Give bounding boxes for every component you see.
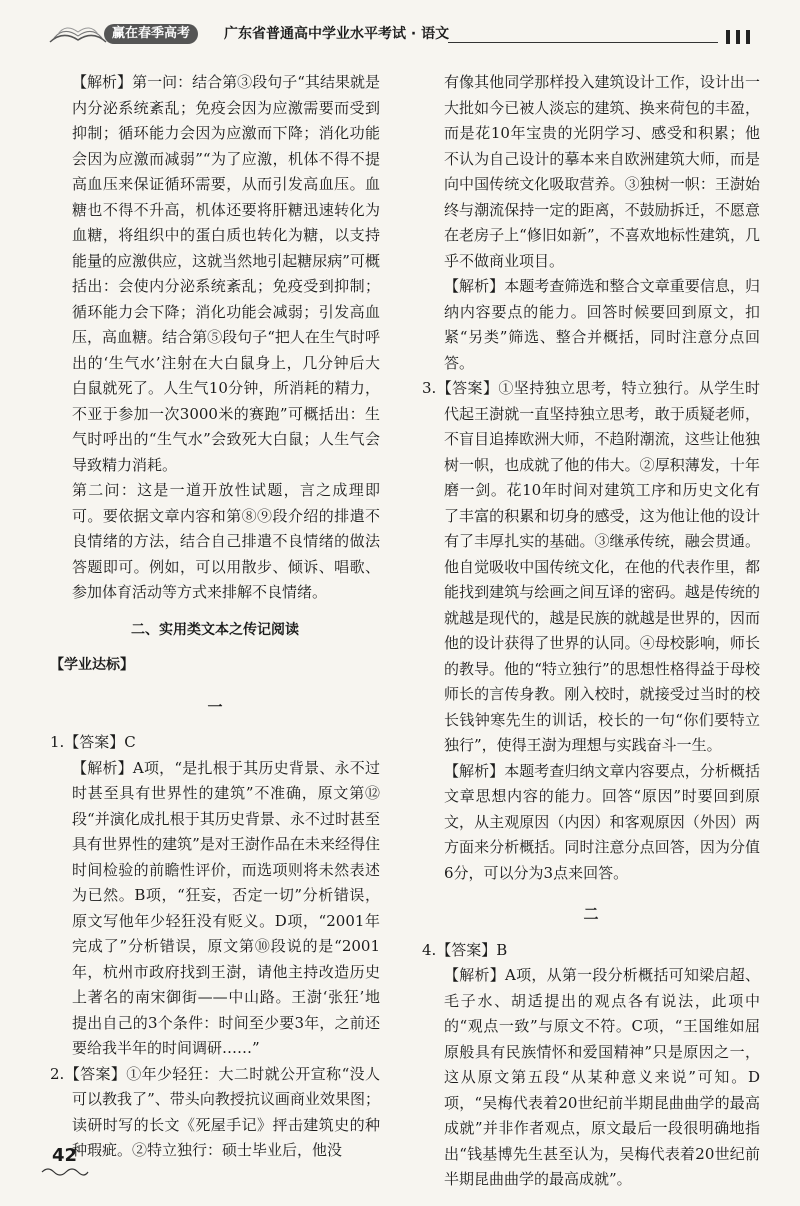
q3-analysis: 【解析】本题考查归纳文章内容要点，分析概括文章思想内容的能力。回答“原因”时要回到原文，从主观原因（内因）和客观原因（外因）两方面来分析概括。同时注意分点回答，因为分值6分，可以分为3点来回答。 bbox=[444, 761, 760, 882]
brand-label: 赢在春季高考 bbox=[104, 24, 198, 44]
page-number: 42 bbox=[52, 1145, 78, 1166]
q4-analysis: 【解析】A项，从第一段分析概括可知梁启超、毛子水、胡适提出的观点各有说法，此项中的“观点一致”与原文不符。C项，“王国维如屈原般具有民族情怀和爱国精神”只是原因之一，这从原文第五段“从某种意义来说”可知。D项，“吴梅代表着20世纪前半期昆曲曲学的最高成就”并非作者观点，原文最后一段很明确地指出“钱基博先生甚至认为，吴梅代表着20世纪前半期昆曲曲学的最高成就”。 bbox=[444, 966, 760, 1188]
right-column bbox=[422, 70, 760, 1193]
section-title: 二、实用类文本之传记阅读 bbox=[131, 621, 299, 638]
header-decoration-icon bbox=[724, 28, 754, 46]
header-rule bbox=[448, 42, 718, 43]
analysis-paragraph: 【解析】第一问：结合第③段句子“其结果就是内分泌系统紊乱；免疫会因为应激需要而受到抑制；循环能力会因为应激而下降；消化功能会因为应激而减弱”“为了应激，机体不得不提高血压来保证循环需要，从而引发高血压。血糖也不得不升高，机体还要将肝糖迅速转化为血糖，将组织中的蛋白质也转化为糖，以支持能量的应激供应，这就当然地引起糖尿病”可概括出：会使内分泌系统紊乱；免疫受到抑制；循环能力会下降；消化功能会减弱；引发高血压，高血糖。结合第⑤段句子“把人在生气时呼出的‘生气水’注射在大白鼠身上，几分钟后大白鼠就死了。人生气10分钟，所消耗的精力，不亚于参加一次3000米的赛跑”可概括出：生气时呼出的“生气水”会致死大白鼠；人生气会导致精力消耗。 bbox=[72, 73, 380, 474]
group-heading-2: 二 bbox=[583, 905, 599, 923]
q3-answer: 3.【答案】①坚持独立思考，特立独行。从学生时代起王澍就一直坚持独立思考，敢于质疑老师，不盲目追捧欧洲大师，不趋附潮流，这些让他独树一帜，也成就了他的伟大。②厚积薄发，十年磨一剑。花10年时间对建筑工序和历史文化有了丰富的积累和切身的感受，这为他让他的设计有了丰厚扎实的基础。③继承传统，融会贯通。他自觉吸收中国传统文化，在他的代表作里，都能找到建筑与绘画之间互译的密码。越是传统的就越是现代的，越是民族的就越是世界的，因而他的设计获得了世界的认同。④母校影响，师长的教导。他的“特立独行”的思想性格得益于母校师长的言传身教。刚入校时，就接受过当时的校长钱钟寒先生的训话，校长的一句“你们要特立独行”，使得王澍为理想与实践奋斗一生。 bbox=[422, 379, 760, 754]
group-heading-1: 一 bbox=[207, 697, 223, 716]
left-column bbox=[50, 70, 380, 1164]
header-title: 广东省普通高中学业水平考试 · 语文 bbox=[224, 26, 450, 42]
open-book-icon bbox=[48, 20, 108, 46]
q1-analysis: 【解析】A项，“是扎根于其历史背景、永不过时甚至具有世界性的建筑”不准确，原文第⑫段“并演化成扎根于其历史背景、永不过时甚至具有世界性的建筑”是对王澍作品在未来经得住时间检验的前瞻性评价，而选项则将未然表述为已然。B项，“狂妄，否定一切”分析错误，原文写他年少轻狂没有贬义。D项，“2001年完成了”分析错误，原文第⑩段说的是“2001年，杭州市政府找到王澍，请他主持改造历史上著名的南宋御街——中山路。王澍‘张狂’地提出自己的3个条件：时间至少要3年，之前还要给我半年的时间调研……” bbox=[72, 758, 380, 1057]
q4-answer: 4.【答案】B bbox=[422, 940, 508, 959]
page-header bbox=[48, 20, 748, 54]
page-ornament-icon bbox=[40, 1166, 90, 1178]
analysis-paragraph-2: 第二问：这是一道开放性试题，言之成理即可。要依据文章内容和第⑧⑨段介绍的排遣不良情绪的方法，结合自己排遣不良情绪的做法答题即可。例如，可以用散步、倾诉、唱歌、参加体育活动等方式来排解不良情绪。 bbox=[72, 481, 380, 601]
q2-answer-continued: 有像其他同学那样投入建筑设计工作，设计出一大批如今已被人淡忘的建筑、换来荷包的丰盈，而是花10年宝贵的光阴学习、感受和积累；他不认为自己设计的摹本来自欧洲建筑大师，而是向中国传统文化吸取营养。③独树一帜：王澍始终与潮流保持一定的距离，不鼓励拆迁，不愿意在老房子上“修旧如新”，不喜欢地标性建筑，几乎不做商业项目。 bbox=[444, 73, 760, 270]
sub-title: 【学业达标】 bbox=[50, 657, 134, 673]
q2-answer: 2.【答案】①年少轻狂：大二时就公开宣称“没人可以教我了”、带头向教授抗议画商业效果图；读研时写的长文《死屋手记》抨击建筑史的种种瑕疵。②特立独行：硕士毕业后，他没 bbox=[50, 1064, 380, 1159]
q1-answer: 1.【答案】C bbox=[50, 733, 136, 751]
q2-analysis: 【解析】本题考查筛选和整合文章重要信息，归纳内容要点的能力。回答时候要回到原文，扣紧“另类”筛选、整合并概括，同时注意分点回答。 bbox=[444, 277, 760, 372]
